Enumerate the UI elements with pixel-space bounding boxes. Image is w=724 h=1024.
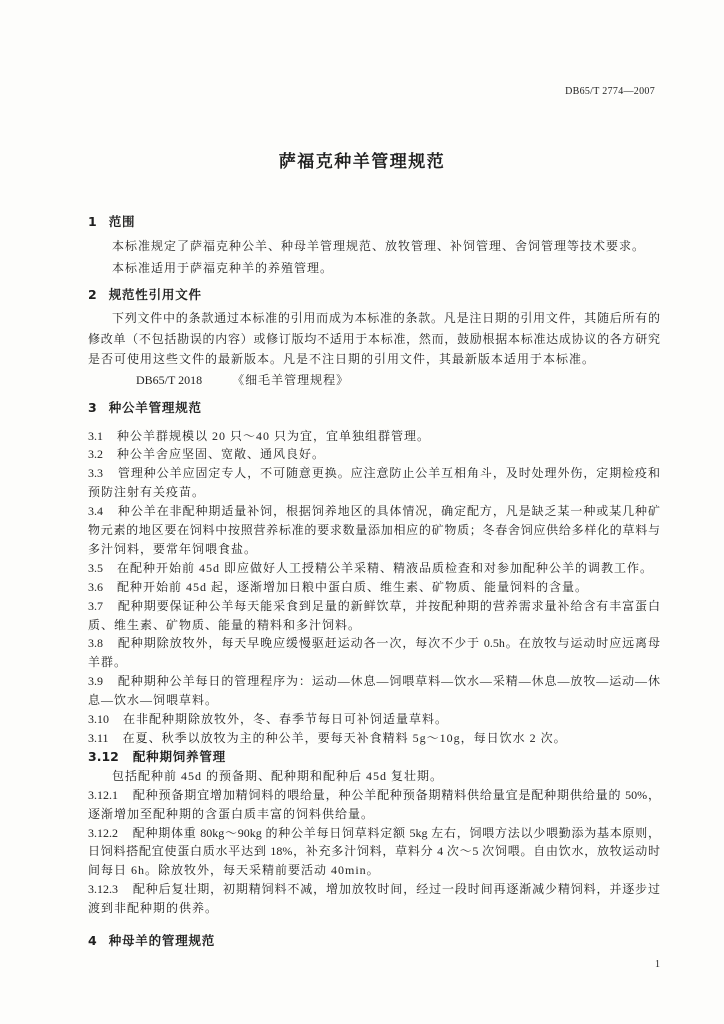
clause-text: 配种预备期宜增加精饲料的喂给量，种公羊配种预备期精料供给量宜是配种期供给量的 50%， — [132, 787, 660, 802]
section-3-heading — [88, 398, 660, 418]
document-title: 萨福克种羊管理规范 — [278, 152, 446, 172]
section-title: 种公羊管理规范 — [108, 400, 202, 415]
text-line: 本标准适用于萨福克种羊的养殖管理。 — [112, 261, 334, 275]
text-line — [88, 597, 660, 616]
text-line — [88, 578, 660, 597]
clause-text: 配种期体重 80kg～90kg 的种公羊每日饲草料定额 5kg 左右，饲喂方法以少喂勤添为基本原则， — [132, 825, 660, 840]
clause-3-9 — [88, 672, 660, 710]
text-line — [88, 427, 660, 446]
clause-text: 配种期种公羊每日的管理程序为：运动—休息—饲喂草料—饮水—采精—休息—放牧—运动—休 — [117, 674, 660, 689]
clause-3-10 — [88, 710, 660, 729]
text-line: 物元素的地区要在饲料中按照营养标准的要求数量添加相应的矿物质；冬春舍饲应供给多样化的草料与 — [88, 523, 660, 538]
text-line: 本标准规定了萨福克种公羊、种母羊管理规范、放牧管理、补饲管理、舍饲管理等技术要求。 — [112, 239, 646, 253]
text-line: 多汁饲料，要常年饲喂食盐。 — [88, 541, 258, 556]
clause-number: 3.1 — [88, 428, 103, 443]
text-line — [88, 880, 660, 899]
clause-number: 3.3 — [88, 466, 103, 481]
clause-text: 配种开始前 45d 起，逐渐增加日粮中蛋白质、维生素、矿物质、能量饲料的含量。 — [117, 579, 589, 594]
clause-heading — [88, 748, 660, 767]
section-3-body — [88, 427, 660, 919]
section-number: 4 — [88, 933, 97, 948]
clause-number: 3.2 — [88, 447, 103, 462]
clause-3-7 — [88, 597, 660, 635]
clause-number: 3.12.1 — [88, 787, 118, 802]
text-line: 下列文件中的条款通过本标准的引用而成为本标准的条款。凡是注日期的引用文件，其随后所有的 — [112, 311, 660, 325]
section-number: 2 — [88, 287, 97, 302]
section-title: 种母羊的管理规范 — [108, 933, 216, 948]
text-line: 预防注射有关疫苗。 — [88, 485, 206, 500]
text-line — [88, 502, 660, 521]
section-4-heading — [88, 931, 660, 951]
clause-number: 3.12 — [88, 748, 119, 764]
clause-3-1 — [88, 427, 660, 446]
clause-text: 管理种公羊应固定专人，不可随意更换。应注意防止公羊互相角斗，及时处理外伤，定期检疫和 — [117, 466, 660, 481]
clause-text: 在配种开始前 45d 即应做好人工授精公羊采精、精液品质检查和对参加配种公羊的调教工作。 — [117, 560, 654, 575]
clause-3-12-1 — [88, 786, 660, 824]
clause-text: 种公羊在非配种期适量补饲，根据饲养地区的具体情况，确定配方，凡是缺乏某一种或某几种矿 — [117, 504, 660, 519]
text-line: 是否可使用这些文件的最新版本。凡是不注日期的引用文件，其最新版本适用于本标准。 — [88, 352, 596, 366]
text-line — [88, 786, 660, 805]
clause-3-6 — [88, 578, 660, 597]
clause-3-12-3 — [88, 880, 660, 918]
section-1-heading — [88, 212, 660, 232]
section-number: 1 — [88, 214, 97, 229]
reference-title: 《细毛羊管理规程》 — [232, 372, 350, 387]
text-line — [88, 634, 660, 653]
clause-3-12 — [88, 748, 660, 918]
clause-3-2 — [88, 445, 660, 464]
clause-3-3 — [88, 464, 660, 502]
text-line: 羊群。 — [88, 655, 128, 670]
clause-number: 3.6 — [88, 579, 103, 594]
clause-number: 3.10 — [88, 712, 109, 727]
clause-number: 3.7 — [88, 598, 103, 613]
clause-number: 3.9 — [88, 674, 103, 689]
section-2-heading — [88, 285, 660, 305]
clause-number: 3.12.2 — [88, 825, 118, 840]
clause-title: 配种期饲养管理 — [132, 748, 226, 764]
clause-text: 种公羊舍应坚固、宽敞、通风良好。 — [117, 447, 326, 462]
clause-number: 3.4 — [88, 504, 103, 519]
text-line — [88, 672, 660, 691]
clause-text: 在夏、秋季以放牧为主的种公羊，要每天补食精料 5g～10g，每日饮水 2 次。 — [122, 731, 567, 745]
section-title: 范围 — [108, 214, 136, 229]
clause-text: 配种期要保证种公羊每天能采食到足量的新鲜饮草，并按配种期的营养需求量补给含有丰富蛋白 — [117, 598, 660, 613]
clause-3-4 — [88, 502, 660, 559]
text-line — [88, 729, 660, 748]
reference-code: DB65/T 2018 — [136, 372, 203, 387]
text-line — [88, 824, 660, 843]
reference-entry — [88, 370, 660, 391]
text-line: 修改单（不包括勘误的内容）或修订版均不适用于本标准，然而，鼓励根据本标准达成协议的各方研究 — [88, 331, 660, 346]
clause-text: 配种后复壮期，初期精饲料不减，增加放牧时间，经过一段时间再逐渐减少精饲料，并逐步过 — [132, 882, 660, 897]
clause-number: 3.11 — [88, 731, 109, 745]
text-line — [88, 445, 660, 464]
text-line: 日饲料搭配宜使蛋白质水平达到 18%，补充多汁饲料，草料分 4 次～5 次饲喂。自由饮水，放牧运动时 — [88, 844, 660, 859]
clause-3-5 — [88, 559, 660, 578]
clause-number: 3.8 — [88, 636, 103, 651]
clause-3-12-2 — [88, 824, 660, 881]
text-line: 质、维生素、矿物质、能量的精料和多汁饲料。 — [88, 617, 362, 632]
section-2-body — [88, 308, 660, 390]
page-number: 1 — [655, 959, 660, 970]
text-line: 包括配种前 45d 的预备期、配种期和配种后 45d 复壮期。 — [112, 768, 444, 783]
clause-number: 3.5 — [88, 560, 103, 575]
text-line — [88, 559, 660, 578]
text-line — [88, 710, 660, 729]
standard-code: DB65/T 2774—2007 — [565, 86, 655, 97]
text-line — [88, 464, 660, 483]
text-line: 逐渐增加至配种期的含蛋白质丰富的饲料供给量。 — [88, 806, 375, 821]
section-title: 规范性引用文件 — [108, 287, 202, 302]
text-line: 间每日 6h。除放牧外，每天采精前要活动 40min。 — [88, 863, 380, 878]
text-line: 息—饮水—饲喂草料。 — [88, 693, 219, 708]
clause-3-11 — [88, 729, 660, 748]
section-number: 3 — [88, 400, 97, 415]
clause-text: 种公羊群规模以 20 只～40 只为宜，宜单独组群管理。 — [117, 428, 431, 443]
clause-3-8 — [88, 634, 660, 672]
section-1-body — [88, 235, 660, 279]
text-line: 渡到非配种期的供养。 — [88, 901, 219, 916]
clause-number: 3.12.3 — [88, 882, 118, 897]
clause-text: 配种期除放牧外，每天早晚应缓慢驱赶运动各一次，每次不少于 0.5h。在放牧与运动时应远离母 — [117, 636, 660, 651]
clause-text: 在非配种期除放牧外，冬、春季节每日可补饲适量草料。 — [123, 712, 449, 727]
